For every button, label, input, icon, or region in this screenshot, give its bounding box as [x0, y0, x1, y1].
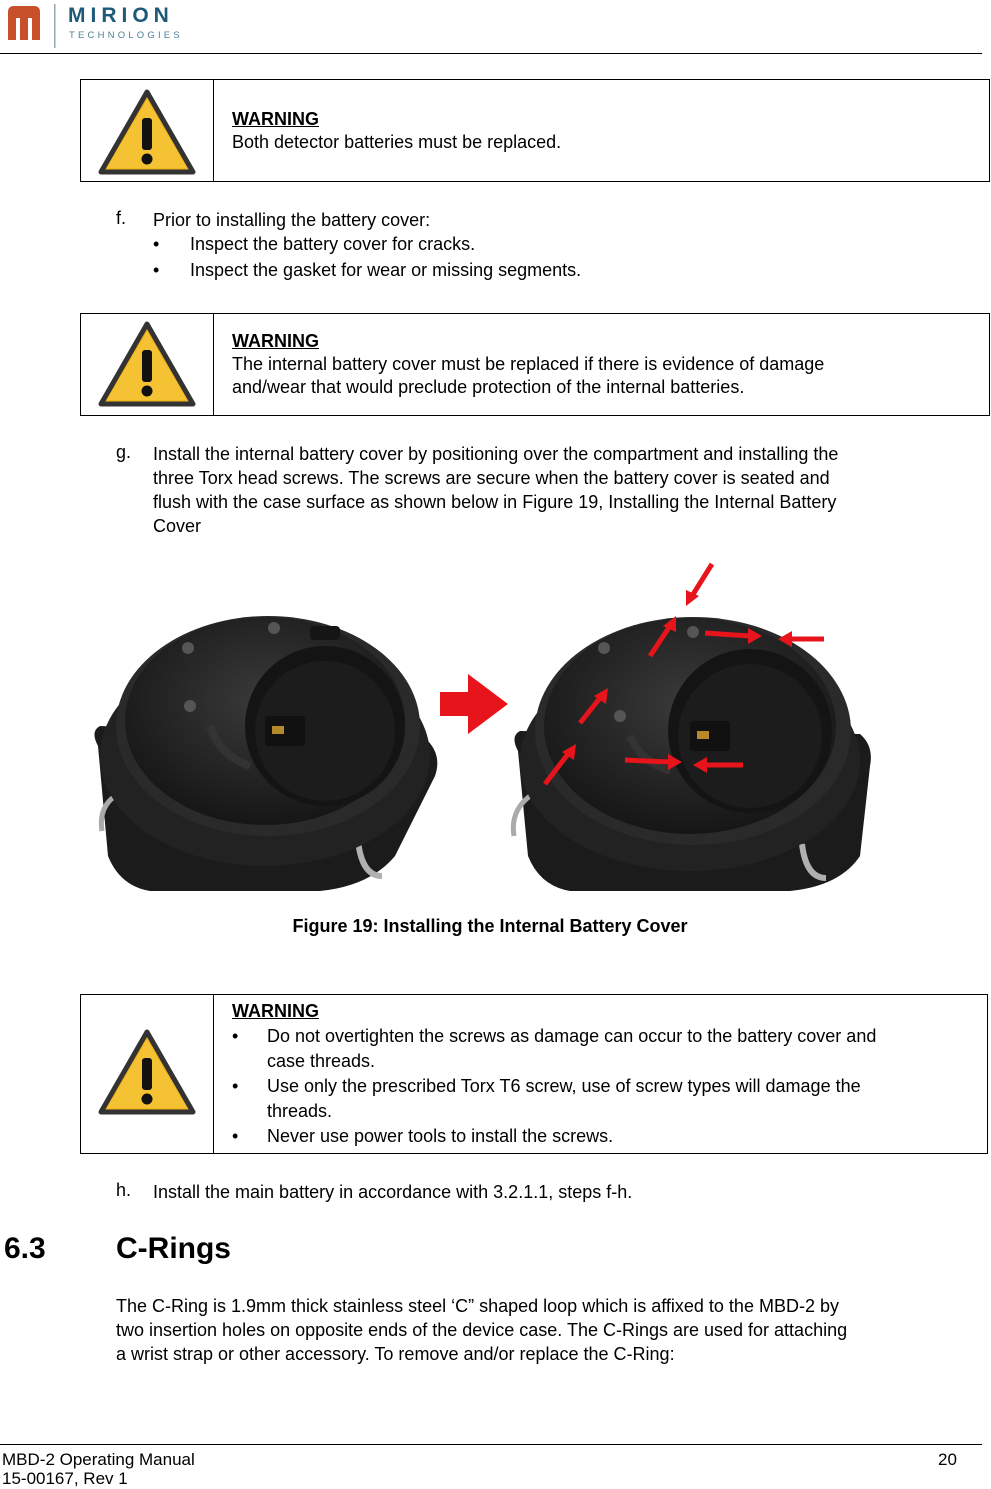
section-body [116, 1294, 978, 1366]
step-g-line: flush with the case surface as shown below in Figure 19, Installing the Internal Battery [153, 492, 837, 512]
warning-triangle-icon [97, 1028, 197, 1116]
footer-divider [0, 1444, 982, 1445]
warning-box-batteries [80, 79, 990, 182]
warning-text-line: and/wear that would preclude protection of the internal batteries. [232, 377, 745, 397]
warning-title: WARNING [232, 331, 319, 351]
step-letter-g: g. [116, 442, 132, 462]
step-h-text: Install the main battery in accordance with 3.2.1.1, steps f-h. [153, 1182, 633, 1202]
bullet-text: Inspect the battery cover for cracks. [190, 234, 476, 254]
warning-list-item: • Use only the prescribed Torx T6 screw, use of screw types will damage the threads. [232, 1074, 979, 1124]
warning-title: WARNING [232, 109, 319, 129]
section-number: 6.3 [4, 1232, 46, 1265]
battery-cover-figure [90, 556, 890, 892]
header-divider [0, 53, 982, 54]
device-before-image [94, 616, 437, 891]
warning-list [232, 1024, 979, 1149]
brand-name: MIRION [68, 4, 174, 27]
warning-icon-cell [81, 995, 214, 1153]
step-letter-h: h. [116, 1180, 132, 1200]
footer-manual-title: MBD-2 Operating Manual [2, 1450, 195, 1469]
bullet-text: Inspect the gasket for wear or missing segments. [190, 260, 582, 280]
step-g-line: Install the internal battery cover by positioning over the compartment and installing the [153, 444, 839, 464]
warning-icon-cell [81, 314, 214, 415]
step-g-line: Cover [153, 516, 202, 536]
section-body-line: a wrist strap or other accessory. To remove and/or replace the C-Ring: [116, 1344, 675, 1364]
footer-doc-number: 15-00167, Rev 1 [2, 1469, 128, 1488]
step-g-line: three Torx head screws. The screws are secure when the battery cover is seated and [153, 468, 830, 488]
warning-box-cover [80, 313, 990, 416]
warning-icon-cell [81, 80, 214, 181]
figure-caption: Figure 19: Installing the Internal Battery Cover [292, 916, 688, 936]
section-body-line: two insertion holes on opposite ends of the device case. The C-Rings are used for attaching [116, 1320, 848, 1340]
warning-triangle-icon [97, 320, 197, 408]
warning-triangle-icon [97, 88, 197, 176]
warning-text: Both detector batteries must be replaced. [232, 132, 562, 152]
step-f-text: Prior to installing the battery cover: [153, 210, 431, 230]
arrow-right-icon [440, 674, 508, 734]
section-body-line: The C-Ring is 1.9mm thick stainless steel ‘C” shaped loop which is affixed to the MBD-2 by [116, 1296, 839, 1316]
warning-list-item: • Never use power tools to install the screws. [232, 1124, 979, 1149]
warning-box-screws [80, 994, 988, 1154]
warning-title: WARNING [232, 1001, 319, 1021]
step-g-text [153, 442, 978, 538]
warning-text-line: The internal battery cover must be replaced if there is evidence of damage [232, 354, 825, 374]
page-number: 20 [938, 1450, 957, 1469]
step-letter-f: f. [116, 208, 127, 228]
brand-subtitle: TECHNOLOGIES [69, 30, 183, 41]
warning-list-item: • Do not overtighten the screws as damage can occur to the battery cover and case threads. [232, 1024, 979, 1074]
section-title: C-Rings [116, 1232, 231, 1265]
